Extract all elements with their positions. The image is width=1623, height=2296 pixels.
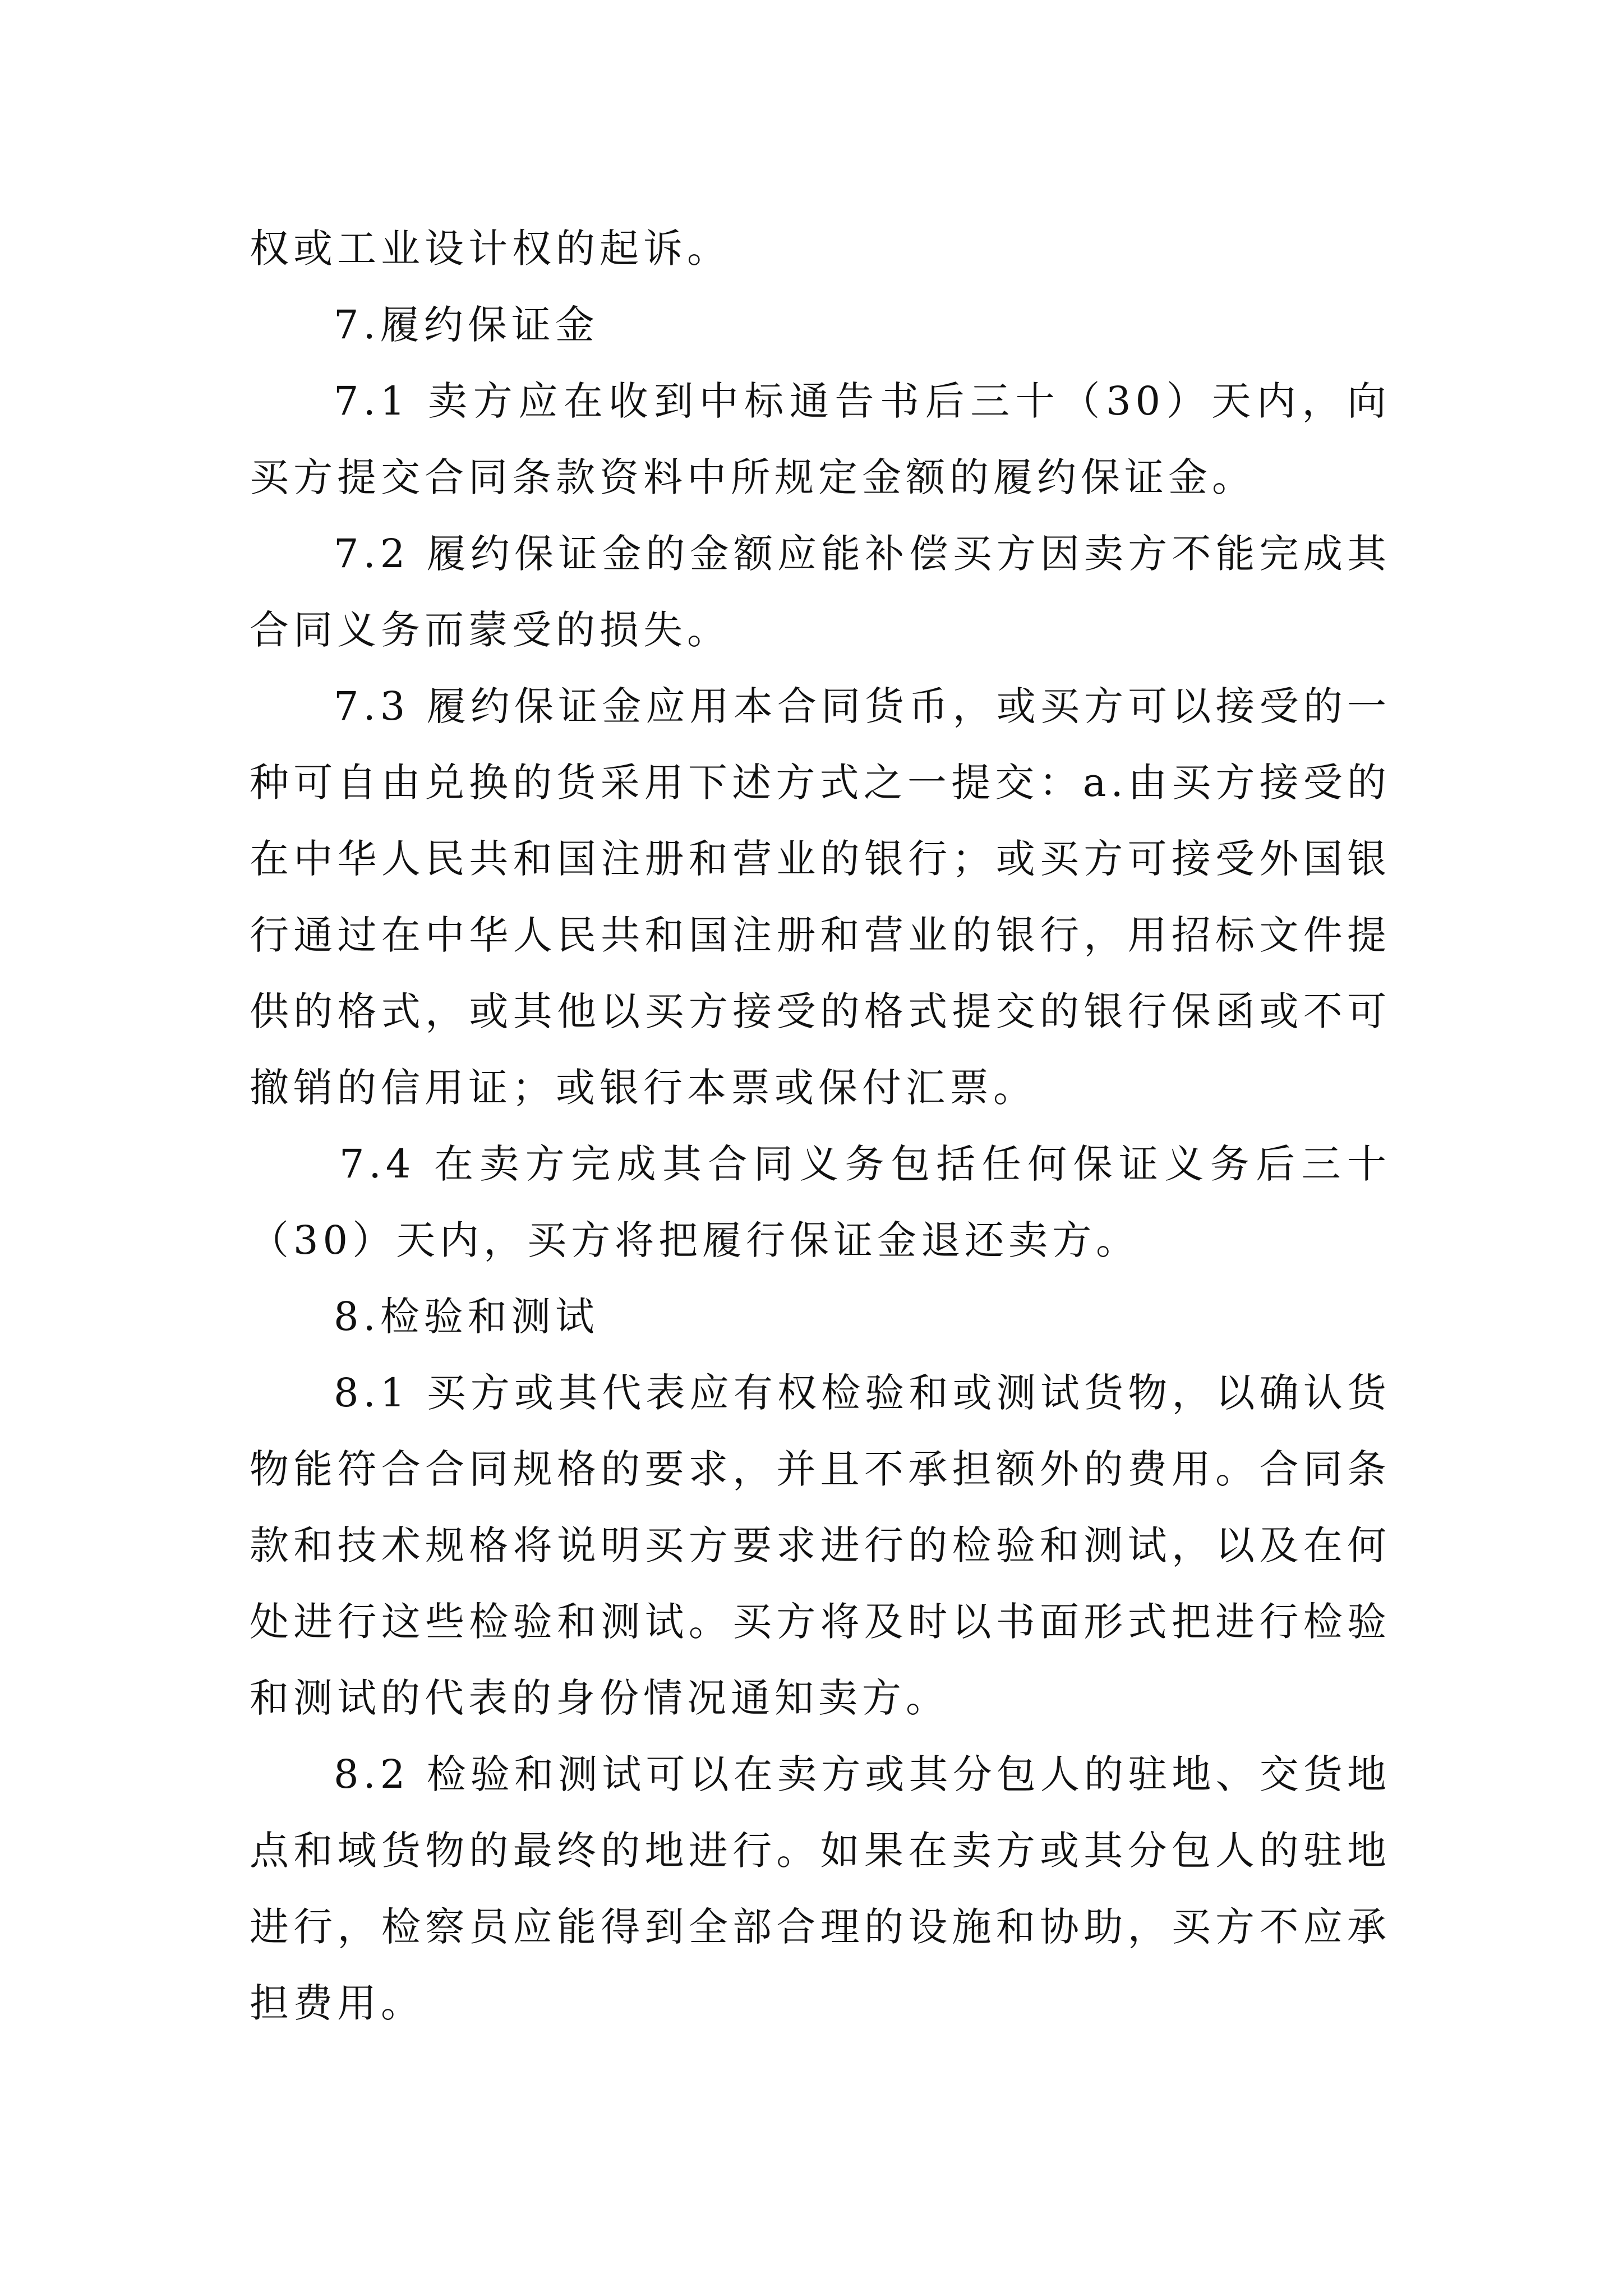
clause-7-4: 7.4 在卖方完成其合同义务包括任何保证义务后三十（30）天内，买方将把履行保证金退还卖方。 [250,1141,1391,1263]
document-body [250,210,1391,2041]
section-heading-7: 7.履约保证金 [334,302,599,348]
clause-7-3: 7.3 履约保证金应用本合同货币，或买方可以接受的一种可自由兑换的货采用下述方式之一提交：a.由买方接受的在中华人民共和国注册和营业的银行；或买方可接受外国银行通过在中华人民共和国注册和营业的银行，用招标文件提供的格式，或其他以买方接受的格式提交的银行保函或不可撤销的信用证；或银行本票或保付汇票。 [250,683,1391,1111]
paragraph-continuation: 权或工业设计权的起诉。 [250,226,731,272]
clause-7-2: 7.2 履约保证金的金额应能补偿买方因卖方不能完成其合同义务而蒙受的损失。 [250,531,1391,653]
clause-8-2: 8.2 检验和测试可以在卖方或其分包人的驻地、交货地点和域货物的最终的地进行。如果在卖方或其分包人的驻地进行，检察员应能得到全部合理的设施和协助，买方不应承担费用。 [250,1751,1391,2026]
clause-8-1: 8.1 买方或其代表应有权检验和或测试货物，以确认货物能符合合同规格的要求，并且不承担额外的费用。合同条款和技术规格将说明买方要求进行的检验和测试，以及在何处进行这些检验和测试。买方将及时以书面形式把进行检验和测试的代表的身份情况通知卖方。 [250,1370,1391,1721]
section-heading-8: 8.检验和测试 [334,1294,599,1340]
clause-7-1: 7.1 卖方应在收到中标通告书后三十（30）天内，向买方提交合同条款资料中所规定金额的履约保证金。 [250,378,1391,500]
